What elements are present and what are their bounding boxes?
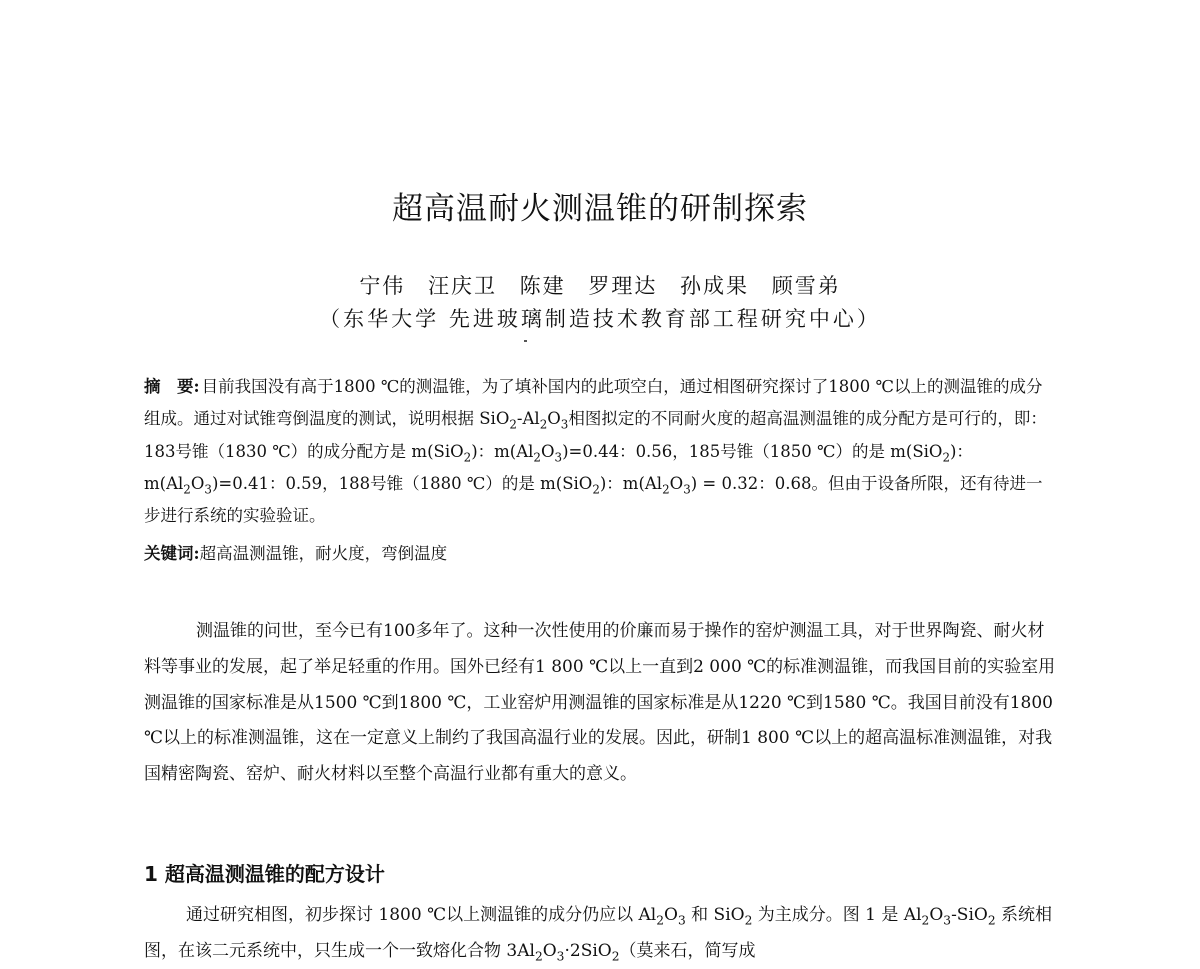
intro-paragraph: 测温锥的问世，至今已有100多年了。这种一次性使用的价廉而易于操作的窑炉测温工具，对于世界陶瓷、耐火材料等事业的发展，起了举足轻重的作用。国外已经有1 800 ℃以上一直到2 000 ℃的标准测温锥，而我国目前的实验室用测温锥的国家标准是从1500 ℃到1800 ℃，工业窑炉用测温锥的国家标准是从1220 ℃到1580 ℃。我国目前没有1800 ℃以上的标准测温锥，这在一定意义上制约了我国高温行业的发展。因此，研制1 800 ℃以上的超高温标准测温锥，对我国精密陶瓷、窑炉、耐火材料以至整个高温行业都有重大的意义。 [144, 621, 1056, 785]
keywords [144, 538, 1056, 570]
paper-title: 超高温耐火测温锥的研制探索 [392, 191, 808, 227]
abstract-text: 目前我国没有高于1800 ℃的测温锥，为了填补国内的此项空白，通过相图研究探讨了1800 ℃以上的测温锥的成分组成。通过对试锥弯倒温度的测试，说明根据 $SiO_2-Al_2O_3$相图拟定的不同耐火度的超高温测温锥的成分配方是可行的，即：183号锥（1830 ℃）的成分配方是 m(SiO$_2$)：$m(Al_2O_3)=0.44$：0.56，185号锥（1850 ℃）的是 m(SiO$_2$)：$m(Al_2O_3)=0.41$：0.59，188号锥（1880 ℃）的是 m(SiO$_2$)：$m(Al_2O_3) = 0.32$：0.68。但由于设备所限，还有待进一步进行系统的实验验证。 [144, 377, 1047, 526]
keywords-text: 超高温测温锥，耐火度，弯倒温度 [199, 544, 448, 563]
abstract-label: 摘 要: [144, 377, 200, 396]
section-paragraph: 通过研究相图，初步探讨 1800 ℃以上测温锥的成分仍应以 $Al_2O_3$ 和 SiO$_2$ 为主成分。图 1 是 $Al_2O_3-SiO_2$ 系统相图，在该二元系统中，只生成一个一致熔化合物 $3Al_2O_3\cdot 2SiO_2$（莫来石，简写成 [144, 905, 1053, 964]
scan-speck [524, 340, 527, 342]
keywords-label: 关键词: [144, 544, 200, 563]
abstract [144, 371, 1056, 532]
author-list: 宁伟 汪庆卫 陈建 罗理达 孙成果 顾雪弟 [359, 274, 841, 298]
section-heading: 1 超高温测温锥的配方设计 [144, 862, 385, 886]
affiliation: （东华大学 先进玻璃制造技术教育部工程研究中心） [319, 307, 881, 331]
